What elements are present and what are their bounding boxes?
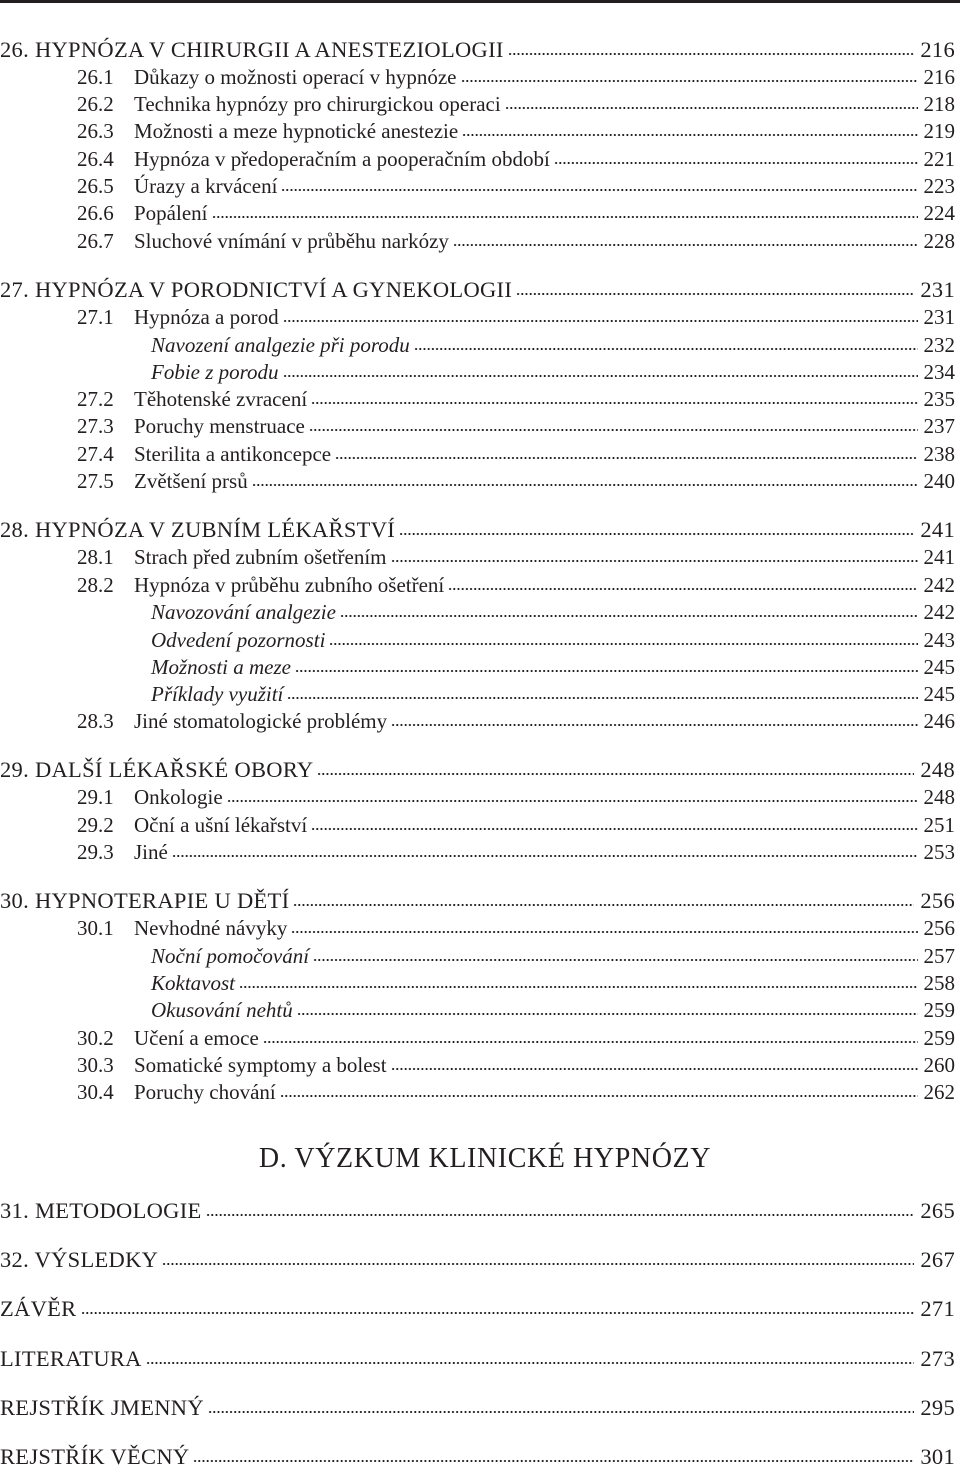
- dot-leader: [508, 51, 915, 57]
- entry-title: Oční a ušní lékařství: [134, 813, 308, 837]
- entry-title: REJSTŘÍK JMENNÝ: [0, 1395, 204, 1420]
- section-number: 26.5: [77, 174, 114, 198]
- page-number: 228: [923, 229, 955, 253]
- entry-title: Navozování analgezie: [151, 600, 336, 624]
- dot-leader: [448, 586, 917, 592]
- section-number: 27.5: [77, 469, 114, 493]
- section-number: 26.2: [77, 92, 114, 116]
- entry-title: Úrazy a krvácení: [134, 174, 278, 198]
- toc-entry-chapter: [0, 1341, 955, 1371]
- entry-title: REJSTŘÍK VĚCNÝ: [0, 1444, 190, 1469]
- entry-title: Okusování nehtů: [151, 998, 293, 1022]
- dot-leader: [340, 613, 918, 619]
- entry-title: Poruchy chování: [134, 1080, 276, 1104]
- entry-title: Jiné stomatologické problémy: [134, 709, 388, 733]
- entry-title: Možnosti a meze: [151, 655, 291, 679]
- dot-leader: [239, 984, 918, 990]
- section-number: 30.4: [77, 1080, 114, 1104]
- entry-title: LITERATURA: [0, 1346, 142, 1371]
- page-number: 245: [923, 655, 955, 679]
- page-number: 262: [923, 1080, 955, 1104]
- toc-entry-chapter: [0, 272, 955, 302]
- entry-title: Hypnóza a porod: [134, 305, 279, 329]
- entry-title: Učení a emoce: [134, 1026, 259, 1050]
- page-number: 223: [923, 174, 955, 198]
- page-number: 248: [923, 785, 955, 809]
- toc-entry-chapter: [0, 32, 955, 62]
- page-number: 218: [923, 92, 955, 116]
- dot-leader: [283, 373, 918, 379]
- page-number: 267: [920, 1247, 955, 1272]
- section-number: 28.3: [77, 709, 114, 733]
- page-number: 242: [923, 573, 955, 597]
- page-number: 259: [923, 1026, 955, 1050]
- toc-entry-section: [0, 113, 955, 143]
- entry-title: Technika hypnózy pro chirurgickou operaci: [134, 92, 501, 116]
- toc-entry-section: [0, 195, 955, 225]
- entry-title: Hypnóza v předoperačním a pooperačním období: [134, 147, 550, 171]
- toc-entry-chapter: [0, 1390, 955, 1420]
- page-number: 231: [923, 305, 955, 329]
- dot-leader: [317, 771, 914, 777]
- toc-entry-chapter: [0, 1242, 955, 1272]
- entry-title: 32. VÝSLEDKY: [0, 1247, 159, 1272]
- toc-entry-subsection: [0, 354, 955, 384]
- section-number: 26.6: [77, 201, 114, 225]
- dot-leader: [252, 482, 918, 488]
- entry-title: Navození analgezie při porodu: [151, 333, 410, 357]
- section-number: 27.4: [77, 442, 114, 466]
- dot-leader: [146, 1360, 915, 1366]
- entry-title: 29. DALŠÍ LÉKAŘSKÉ OBORY: [0, 757, 314, 782]
- toc-entry-section: [0, 141, 955, 171]
- toc-entry-subsection: [0, 938, 955, 968]
- dot-leader: [172, 853, 918, 859]
- page-number: 224: [923, 201, 955, 225]
- toc-entry-chapter: [0, 752, 955, 782]
- page-number: 258: [923, 971, 955, 995]
- entry-title: Nevhodné návyky: [134, 916, 288, 940]
- dot-leader: [208, 1409, 914, 1415]
- dot-leader: [391, 722, 917, 728]
- dot-leader: [212, 214, 918, 220]
- toc-entry-section: [0, 910, 955, 940]
- page-number: 243: [923, 628, 955, 652]
- top-rule: [0, 0, 960, 3]
- dot-leader: [329, 641, 917, 647]
- entry-title: Zvětšení prsů: [134, 469, 248, 493]
- dot-leader: [295, 668, 918, 674]
- entry-title: 26. HYPNÓZA V CHIRURGII A ANESTEZIOLOGII: [0, 37, 504, 62]
- section-number: 29.3: [77, 840, 114, 864]
- section-number: 26.1: [77, 65, 114, 89]
- dot-leader: [281, 187, 917, 193]
- page-number: 301: [920, 1444, 955, 1469]
- toc-entry-chapter: [0, 1291, 955, 1321]
- dot-leader: [263, 1039, 918, 1045]
- dot-leader: [516, 291, 914, 297]
- entry-title: Příklady využití: [151, 682, 284, 706]
- toc-entry-subsection: [0, 676, 955, 706]
- section-number: 30.3: [77, 1053, 114, 1077]
- toc-entry-section: [0, 1020, 955, 1050]
- toc-entry-subsection: [0, 594, 955, 624]
- entry-title: Sluchové vnímání v průběhu narkózy: [134, 229, 449, 253]
- dot-leader: [81, 1310, 915, 1316]
- toc-entry-chapter: [0, 1439, 955, 1469]
- entry-title: Jiné: [134, 840, 168, 864]
- dot-leader: [313, 957, 917, 963]
- section-number: 28.1: [77, 545, 114, 569]
- entry-title: 30. HYPNOTERAPIE U DĚTÍ: [0, 888, 290, 913]
- page-number: 219: [923, 119, 955, 143]
- toc-entry-section: [0, 703, 955, 733]
- dot-leader: [162, 1261, 914, 1267]
- toc-entry-section: [0, 463, 955, 493]
- toc-entry-chapter: [0, 1193, 955, 1223]
- section-number: 26.7: [77, 229, 114, 253]
- page-number: 221: [923, 147, 955, 171]
- page-number: 246: [923, 709, 955, 733]
- dot-leader: [391, 1066, 918, 1072]
- dot-leader: [311, 826, 917, 832]
- toc-entry-subsection: [0, 622, 955, 652]
- entry-title: 31. METODOLOGIE: [0, 1198, 202, 1223]
- entry-title: 28. HYPNÓZA V ZUBNÍM LÉKAŘSTVÍ: [0, 517, 396, 542]
- page-number: 241: [920, 517, 955, 542]
- section-number: 27.2: [77, 387, 114, 411]
- entry-title: Somatické symptomy a bolest: [134, 1053, 387, 1077]
- dot-leader: [311, 400, 917, 406]
- dot-leader: [227, 798, 918, 804]
- page-number: 253: [923, 840, 955, 864]
- toc-entry-chapter: [0, 883, 955, 913]
- dot-leader: [462, 132, 917, 138]
- page-number: 237: [923, 414, 955, 438]
- toc-entry-section: [0, 408, 955, 438]
- section-number: 26.4: [77, 147, 114, 171]
- toc-entry-section: [0, 299, 955, 329]
- toc-entry-section: [0, 834, 955, 864]
- entry-title: Noční pomočování: [151, 944, 310, 968]
- entry-title: Popálení: [134, 201, 208, 225]
- section-number: 30.1: [77, 916, 114, 940]
- section-number: 26.3: [77, 119, 114, 143]
- page-number: 238: [923, 442, 955, 466]
- page-number: 232: [923, 333, 955, 357]
- dot-leader: [554, 160, 918, 166]
- section-number: 27.1: [77, 305, 114, 329]
- entry-title: Hypnóza v průběhu zubního ošetření: [134, 573, 445, 597]
- part-heading: D. VÝZKUM KLINICKÉ HYPNÓZY: [258, 1143, 712, 1174]
- page-number: 251: [923, 813, 955, 837]
- toc-entry-section: [0, 223, 955, 253]
- entry-title: Odvedení pozornosti: [151, 628, 326, 652]
- toc-entry-section: [0, 436, 955, 466]
- section-number: 29.2: [77, 813, 114, 837]
- page-number: 273: [920, 1346, 955, 1371]
- toc-entry-section: [0, 1074, 955, 1104]
- entry-title: Onkologie: [134, 785, 223, 809]
- dot-leader: [280, 1093, 918, 1099]
- dot-leader: [206, 1212, 915, 1218]
- entry-title: Koktavost: [151, 971, 235, 995]
- page-number: 260: [923, 1053, 955, 1077]
- toc-entry-subsection: [0, 965, 955, 995]
- toc-entry-chapter: [0, 512, 955, 542]
- dot-leader: [297, 1011, 918, 1017]
- toc-entry-section: [0, 1047, 955, 1077]
- page-number: 271: [920, 1296, 955, 1321]
- entry-title: ZÁVĚR: [0, 1296, 77, 1321]
- entry-title: Možnosti a meze hypnotické anestezie: [134, 119, 459, 143]
- page-number: 248: [920, 757, 955, 782]
- page-number: 256: [923, 916, 955, 940]
- toc-entry-section: [0, 567, 955, 597]
- page-number: 245: [923, 682, 955, 706]
- dot-leader: [414, 346, 918, 352]
- dot-leader: [399, 531, 914, 537]
- entry-title: Důkazy o možnosti operací v hypnóze: [134, 65, 457, 89]
- dot-leader: [391, 558, 918, 564]
- dot-leader: [283, 318, 918, 324]
- dot-leader: [335, 455, 917, 461]
- dot-leader: [461, 78, 918, 84]
- toc-entry-subsection: [0, 992, 955, 1022]
- toc-entry-subsection: [0, 327, 955, 357]
- entry-title: Fobie z porodu: [151, 360, 279, 384]
- toc-entry-subsection: [0, 649, 955, 679]
- page-number: 241: [923, 545, 955, 569]
- toc-entry-section: [0, 59, 955, 89]
- dot-leader: [453, 242, 918, 248]
- page-number: 216: [923, 65, 955, 89]
- toc-entry-section: [0, 168, 955, 198]
- section-number: 30.2: [77, 1026, 114, 1050]
- dot-leader: [505, 105, 918, 111]
- toc-entry-section: [0, 807, 955, 837]
- entry-title: Poruchy menstruace: [134, 414, 305, 438]
- dot-leader: [291, 929, 917, 935]
- page-number: 216: [920, 37, 955, 62]
- dot-leader: [193, 1458, 914, 1464]
- entry-title: Těhotenské zvracení: [134, 387, 308, 411]
- entry-title: Strach před zubním ošetřením: [134, 545, 387, 569]
- dot-leader: [287, 695, 917, 701]
- section-number: 29.1: [77, 785, 114, 809]
- section-number: 28.2: [77, 573, 114, 597]
- dot-leader: [309, 427, 918, 433]
- page-number: 256: [920, 888, 955, 913]
- page-number: 231: [920, 277, 955, 302]
- entry-title: Sterilita a antikoncepce: [134, 442, 332, 466]
- page-number: 235: [923, 387, 955, 411]
- section-number: 27.3: [77, 414, 114, 438]
- page-number: 240: [923, 469, 955, 493]
- page-number: 242: [923, 600, 955, 624]
- dot-leader: [293, 902, 914, 908]
- page-number: 295: [920, 1395, 955, 1420]
- entry-title: 27. HYPNÓZA V PORODNICTVÍ A GYNEKOLOGII: [0, 277, 513, 302]
- page-number: 234: [923, 360, 955, 384]
- toc-entry-section: [0, 539, 955, 569]
- toc-entry-section: [0, 381, 955, 411]
- toc-entry-section: [0, 779, 955, 809]
- page-number: 257: [923, 944, 955, 968]
- page-number: 259: [923, 998, 955, 1022]
- toc-entry-section: [0, 86, 955, 116]
- page-number: 265: [920, 1198, 955, 1223]
